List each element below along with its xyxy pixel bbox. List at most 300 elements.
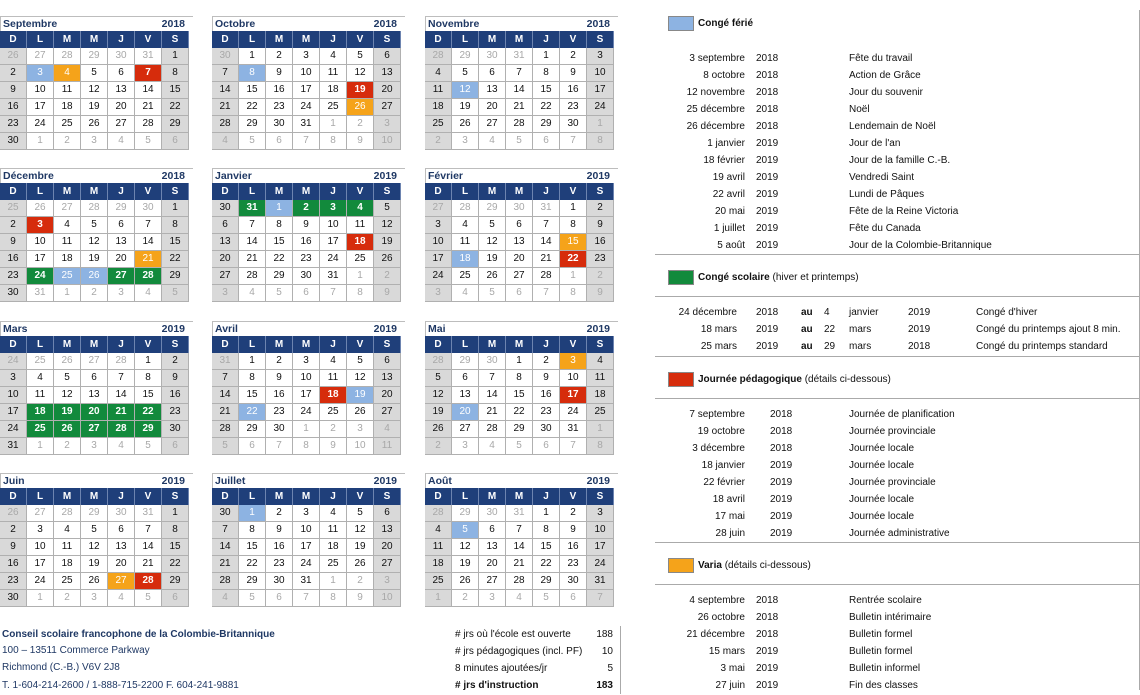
weekday-header: J	[533, 336, 560, 353]
day-cell: 22	[533, 556, 560, 573]
ferie-date: 26 décembre	[686, 121, 745, 132]
weekday-header: D	[425, 183, 452, 200]
day-cell: 12	[81, 82, 108, 99]
weekday-header: S	[374, 488, 401, 505]
day-cell: 2	[452, 590, 479, 607]
day-cell: 4	[374, 421, 401, 438]
day-cell: 13	[212, 234, 239, 251]
day-cell: 31	[293, 573, 320, 590]
pedago-row	[655, 508, 1140, 525]
day-cell: 18	[347, 234, 374, 251]
day-cell: 27	[374, 556, 401, 573]
day-cell: 11	[320, 65, 347, 82]
day-cell: 27	[374, 404, 401, 421]
day-cell: 19	[452, 556, 479, 573]
day-cell: 2	[587, 268, 614, 285]
pedago-row	[655, 474, 1140, 491]
day-cell: 18	[320, 82, 347, 99]
weekday-header: L	[27, 488, 54, 505]
day-cell: 4	[320, 353, 347, 370]
day-cell: 30	[560, 116, 587, 133]
weekday-header: J	[320, 31, 347, 48]
day-cell: 25	[425, 573, 452, 590]
day-cell: 4	[239, 285, 266, 302]
day-cell: 10	[293, 65, 320, 82]
weekday-header: D	[0, 183, 27, 200]
day-cell: 31	[0, 438, 27, 455]
pedago-row	[655, 406, 1140, 423]
day-cell: 10	[374, 133, 401, 150]
stat-value: 5	[607, 663, 613, 674]
day-cell: 16	[162, 387, 189, 404]
day-cell: 26	[347, 404, 374, 421]
day-cell: 20	[212, 251, 239, 268]
day-cell: 8	[560, 285, 587, 302]
day-cell: 1	[162, 200, 189, 217]
day-cell: 4	[479, 133, 506, 150]
ferie-year: 2019	[756, 138, 779, 149]
day-cell: 12	[479, 234, 506, 251]
day-cell: 25	[347, 251, 374, 268]
pedago-label: Journée locale	[849, 460, 915, 471]
legend-varia-swatch	[668, 558, 694, 573]
weekday-header: L	[27, 31, 54, 48]
weekday-header: M	[293, 336, 320, 353]
day-cell: 5	[347, 505, 374, 522]
weekday-header: L	[27, 183, 54, 200]
weekday-header: S	[587, 31, 614, 48]
month-octobre	[212, 16, 405, 150]
day-cell: 9	[560, 65, 587, 82]
day-cell: 31	[135, 48, 162, 65]
month-name: Juin	[3, 475, 25, 487]
ferie-label: Fête de la Reine Victoria	[849, 206, 959, 217]
weekday-header: D	[0, 488, 27, 505]
day-cell: 3	[425, 217, 452, 234]
ferie-year: 2018	[756, 104, 779, 115]
day-cell: 28	[425, 505, 452, 522]
day-cell: 10	[587, 522, 614, 539]
day-cell: 9	[347, 133, 374, 150]
weekday-header: J	[320, 488, 347, 505]
ferie-date: 18 février	[703, 155, 745, 166]
day-cell: 14	[212, 82, 239, 99]
day-cell: 29	[452, 505, 479, 522]
day-cell: 8	[266, 217, 293, 234]
day-cell: 7	[266, 438, 293, 455]
day-cell: 28	[425, 353, 452, 370]
day-cell: 19	[347, 82, 374, 99]
month-header	[0, 321, 193, 336]
day-cell: 3	[27, 217, 54, 234]
day-cell: 26	[479, 268, 506, 285]
month-name: Juillet	[215, 475, 246, 487]
ferie-year: 2019	[756, 223, 779, 234]
day-cell: 1	[27, 590, 54, 607]
month-grid	[425, 31, 618, 150]
month-grid	[425, 488, 618, 607]
month-year: 2019	[586, 323, 610, 335]
day-cell: 20	[452, 404, 479, 421]
ferie-year: 2019	[756, 206, 779, 217]
day-cell: 9	[0, 234, 27, 251]
month-grid	[212, 183, 405, 302]
day-cell: 8	[347, 285, 374, 302]
scolaire-to_year: 2019	[908, 307, 931, 318]
month-year: 2019	[161, 323, 185, 335]
day-cell: 29	[81, 48, 108, 65]
day-cell: 19	[81, 99, 108, 116]
varia-year: 2019	[756, 680, 779, 691]
day-cell: 30	[479, 353, 506, 370]
varia-label: Bulletin informel	[849, 663, 921, 674]
pedago-label: Journée locale	[849, 494, 915, 505]
day-cell: 17	[293, 539, 320, 556]
day-cell: 11	[54, 234, 81, 251]
day-cell: 3	[27, 65, 54, 82]
day-cell: 5	[452, 522, 479, 539]
day-cell: 1	[587, 421, 614, 438]
scolaire-to_day: 29	[824, 341, 836, 352]
day-cell: 26	[0, 505, 27, 522]
ferie-date: 20 mai	[714, 206, 745, 217]
day-cell: 11	[320, 370, 347, 387]
varia-label: Bulletin formel	[849, 629, 913, 640]
day-cell: 7	[506, 65, 533, 82]
weekday-header: V	[347, 183, 374, 200]
weekday-header: J	[320, 336, 347, 353]
day-cell: 9	[587, 217, 614, 234]
pedago-date: 18 janvier	[701, 460, 745, 471]
day-cell: 30	[266, 573, 293, 590]
day-cell: 17	[27, 251, 54, 268]
day-cell: 23	[0, 573, 27, 590]
day-cell: 26	[27, 200, 54, 217]
day-cell: 9	[0, 82, 27, 99]
stat-value: 183	[596, 680, 613, 691]
ferie-date: 22 avril	[712, 189, 745, 200]
day-cell: 20	[108, 556, 135, 573]
day-cell: 29	[162, 268, 189, 285]
day-cell: 2	[266, 353, 293, 370]
day-cell: 31	[587, 573, 614, 590]
varia-year: 2018	[756, 595, 779, 606]
month-year: 2019	[373, 170, 397, 182]
weekday-header: M	[293, 183, 320, 200]
day-cell: 3	[587, 505, 614, 522]
ferie-row	[655, 67, 1140, 84]
day-cell: 9	[162, 370, 189, 387]
day-cell: 16	[587, 234, 614, 251]
day-cell: 5	[81, 65, 108, 82]
day-cell: 8	[239, 370, 266, 387]
month-header	[425, 473, 618, 488]
ferie-row	[655, 118, 1140, 135]
day-cell: 10	[560, 370, 587, 387]
varia-row	[655, 609, 1140, 626]
day-cell: 4	[479, 438, 506, 455]
weekday-header: M	[81, 336, 108, 353]
month-name: Avril	[215, 323, 238, 335]
day-cell: 28	[212, 421, 239, 438]
day-cell: 1	[533, 48, 560, 65]
weekday-header: M	[54, 488, 81, 505]
day-cell: 13	[81, 387, 108, 404]
varia-year: 2018	[756, 612, 779, 623]
day-cell: 14	[506, 539, 533, 556]
day-cell: 29	[239, 116, 266, 133]
day-cell: 10	[347, 438, 374, 455]
scolaire-au: au	[801, 307, 813, 318]
ferie-label: Noël	[849, 104, 870, 115]
weekday-header: S	[374, 336, 401, 353]
day-cell: 20	[81, 404, 108, 421]
weekday-header: M	[81, 183, 108, 200]
varia-label: Fin des classes	[849, 680, 918, 691]
day-cell: 15	[560, 234, 587, 251]
day-cell: 17	[27, 556, 54, 573]
day-cell: 23	[533, 404, 560, 421]
day-cell: 5	[266, 285, 293, 302]
day-cell: 5	[533, 590, 560, 607]
day-cell: 19	[452, 99, 479, 116]
varia-date: 27 juin	[715, 680, 745, 691]
day-cell: 26	[347, 556, 374, 573]
day-cell: 5	[135, 590, 162, 607]
day-cell: 28	[533, 268, 560, 285]
day-cell: 28	[479, 421, 506, 438]
day-cell: 28	[212, 573, 239, 590]
day-cell: 13	[108, 234, 135, 251]
day-cell: 2	[54, 590, 81, 607]
day-cell: 10	[27, 539, 54, 556]
weekday-header: L	[239, 336, 266, 353]
day-cell: 2	[587, 200, 614, 217]
day-cell: 18	[54, 251, 81, 268]
day-cell: 17	[320, 234, 347, 251]
month-header	[0, 16, 193, 31]
day-cell: 6	[374, 48, 401, 65]
day-cell: 30	[108, 505, 135, 522]
day-cell: 2	[560, 48, 587, 65]
divider	[655, 584, 1140, 585]
weekday-header: L	[239, 31, 266, 48]
day-cell: 2	[347, 573, 374, 590]
pedago-label: Journée de planification	[849, 409, 955, 420]
day-cell: 28	[54, 505, 81, 522]
day-cell: 28	[135, 268, 162, 285]
day-cell: 30	[0, 285, 27, 302]
legend-varia-note: (détails ci-dessous)	[724, 560, 811, 571]
day-cell: 25	[452, 268, 479, 285]
legend-pedago-note: (détails ci-dessous)	[804, 374, 891, 385]
pedago-year: 2019	[770, 494, 793, 505]
pedago-year: 2018	[770, 409, 793, 420]
day-cell: 6	[533, 438, 560, 455]
legend-scolaire-swatch	[668, 270, 694, 285]
day-cell: 4	[27, 370, 54, 387]
day-cell: 5	[479, 217, 506, 234]
day-cell: 13	[108, 539, 135, 556]
day-cell: 6	[452, 370, 479, 387]
varia-row	[655, 677, 1140, 694]
weekday-header: V	[560, 31, 587, 48]
weekday-header: S	[374, 31, 401, 48]
day-cell: 30	[0, 133, 27, 150]
pedago-label: Journée provinciale	[849, 426, 936, 437]
varia-year: 2018	[756, 629, 779, 640]
weekday-header: J	[108, 336, 135, 353]
scolaire-au: au	[801, 341, 813, 352]
weekday-header: V	[135, 336, 162, 353]
day-cell: 5	[506, 438, 533, 455]
day-cell: 11	[374, 438, 401, 455]
day-cell: 16	[0, 556, 27, 573]
day-cell: 1	[560, 268, 587, 285]
legend-varia-title: Varia	[698, 560, 722, 571]
day-cell: 13	[452, 387, 479, 404]
day-cell: 7	[479, 370, 506, 387]
legend-varia	[668, 558, 811, 573]
day-cell: 23	[587, 251, 614, 268]
day-cell: 9	[266, 370, 293, 387]
day-cell: 26	[425, 421, 452, 438]
day-cell: 5	[239, 590, 266, 607]
month-year: 2019	[373, 323, 397, 335]
varia-label: Bulletin intérimaire	[849, 612, 932, 623]
day-cell: 10	[293, 522, 320, 539]
day-cell: 19	[81, 251, 108, 268]
day-cell: 14	[239, 234, 266, 251]
scolaire-to_year: 2019	[908, 324, 931, 335]
weekday-header: L	[452, 336, 479, 353]
day-cell: 7	[587, 590, 614, 607]
pedago-year: 2019	[770, 528, 793, 539]
day-cell: 10	[374, 590, 401, 607]
pedago-year: 2019	[770, 460, 793, 471]
day-cell: 3	[0, 370, 27, 387]
weekday-header: J	[533, 183, 560, 200]
ferie-label: Jour du souvenir	[849, 87, 923, 98]
day-cell: 26	[374, 251, 401, 268]
day-cell: 7	[108, 370, 135, 387]
month-header	[212, 16, 405, 31]
day-cell: 8	[506, 370, 533, 387]
day-cell: 27	[81, 353, 108, 370]
day-cell: 21	[135, 251, 162, 268]
day-cell: 5	[135, 438, 162, 455]
day-cell: 17	[560, 387, 587, 404]
pedago-row	[655, 423, 1140, 440]
pedago-year: 2018	[770, 443, 793, 454]
weekday-header: S	[587, 488, 614, 505]
day-cell: 2	[0, 522, 27, 539]
weekday-header: D	[212, 31, 239, 48]
org-address-2: Richmond (C.-B.) V6V 2J8	[2, 662, 120, 673]
day-cell: 21	[239, 251, 266, 268]
ferie-year: 2018	[756, 121, 779, 132]
day-cell: 5	[239, 133, 266, 150]
pedago-year: 2018	[770, 426, 793, 437]
stat-label: 8 minutes ajoutées/jr	[455, 663, 548, 674]
weekday-header: S	[162, 488, 189, 505]
day-cell: 3	[560, 353, 587, 370]
day-cell: 6	[162, 438, 189, 455]
month-name: Janvier	[215, 170, 252, 182]
day-cell: 18	[320, 539, 347, 556]
day-cell: 1	[560, 200, 587, 217]
day-cell: 27	[506, 268, 533, 285]
varia-row	[655, 626, 1140, 643]
day-cell: 27	[212, 268, 239, 285]
day-cell: 15	[533, 539, 560, 556]
weekday-header: J	[320, 183, 347, 200]
day-cell: 10	[293, 370, 320, 387]
day-cell: 9	[320, 438, 347, 455]
day-cell: 13	[108, 82, 135, 99]
weekday-header: D	[0, 31, 27, 48]
day-cell: 14	[506, 82, 533, 99]
ferie-date: 1 janvier	[707, 138, 745, 149]
day-cell: 31	[320, 268, 347, 285]
varia-row	[655, 660, 1140, 677]
day-cell: 8	[293, 438, 320, 455]
pedago-label: Journée provinciale	[849, 477, 936, 488]
day-cell: 3	[587, 48, 614, 65]
divider	[655, 542, 1140, 543]
day-cell: 11	[54, 539, 81, 556]
scolaire-to_year: 2018	[908, 341, 931, 352]
legend-scolaire-note: (hiver et printemps)	[772, 272, 859, 283]
day-cell: 9	[374, 285, 401, 302]
weekday-header: M	[54, 183, 81, 200]
day-cell: 8	[162, 65, 189, 82]
day-cell: 30	[266, 421, 293, 438]
day-cell: 20	[479, 99, 506, 116]
day-cell: 20	[479, 556, 506, 573]
weekday-header: M	[266, 336, 293, 353]
day-cell: 14	[212, 539, 239, 556]
weekday-header: M	[266, 183, 293, 200]
day-cell: 2	[266, 505, 293, 522]
day-cell: 3	[27, 522, 54, 539]
weekday-header: L	[239, 183, 266, 200]
ferie-date: 3 septembre	[689, 53, 745, 64]
day-cell: 17	[27, 99, 54, 116]
varia-label: Bulletin formel	[849, 646, 913, 657]
stats-border	[620, 626, 621, 694]
day-cell: 1	[27, 438, 54, 455]
day-cell: 7	[560, 133, 587, 150]
month-year: 2018	[586, 18, 610, 30]
day-cell: 3	[374, 573, 401, 590]
day-cell: 7	[212, 65, 239, 82]
day-cell: 6	[266, 133, 293, 150]
day-cell: 6	[108, 217, 135, 234]
weekday-header: M	[293, 31, 320, 48]
ferie-label: Jour de la Colombie-Britannique	[849, 240, 992, 251]
day-cell: 3	[108, 285, 135, 302]
legend-ferie	[668, 16, 753, 31]
ferie-label: Lendemain de Noël	[849, 121, 936, 132]
month-juillet	[212, 473, 405, 607]
day-cell: 12	[81, 539, 108, 556]
day-cell: 25	[54, 268, 81, 285]
day-cell: 24	[587, 99, 614, 116]
day-cell: 8	[239, 522, 266, 539]
day-cell: 14	[135, 82, 162, 99]
legend-pedago-swatch	[668, 372, 694, 387]
